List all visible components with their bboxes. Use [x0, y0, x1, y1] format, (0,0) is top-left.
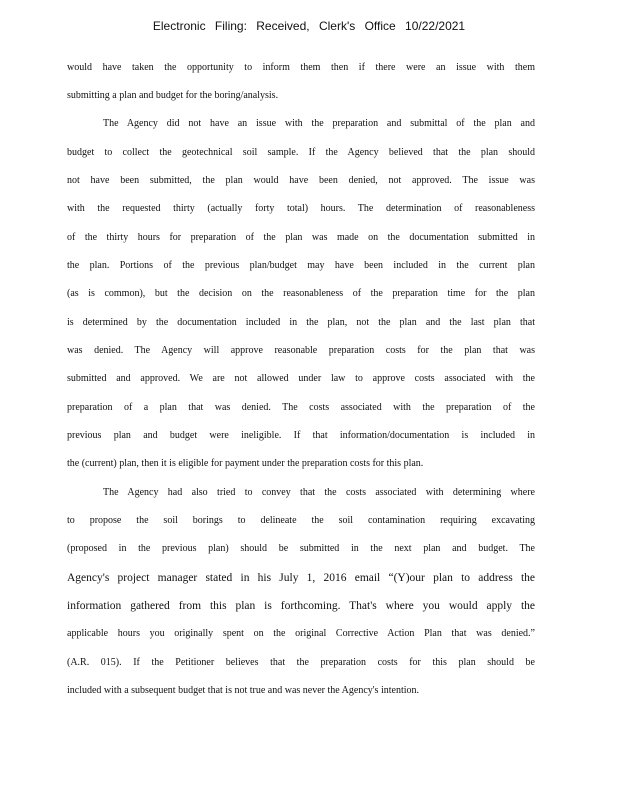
body-line: submitting a plan and budget for the boring/analysis.	[67, 90, 279, 101]
body-line: preparation of a plan that was denied. The costs associated with the preparation of the	[67, 402, 535, 413]
body-line: would have taken the opportunity to inform them then if there were an issue with them	[67, 62, 535, 73]
body-line: The Agency did not have an issue with the preparation and submittal of the plan and	[103, 118, 535, 129]
body-line: included with a subsequent budget that is not true and was never the Agency's intention.	[67, 685, 420, 696]
body-line: not have been submitted, the plan would have been denied, not approved. The issue was	[67, 175, 535, 186]
body-line: to propose the soil borings to delineate the soil contamination requiring excavating	[67, 515, 535, 526]
body-line: is determined by the documentation included in the plan, not the plan and the last plan that	[67, 317, 535, 328]
body-line: with the requested thirty (actually forty total) hours. The determination of reasonableness	[67, 203, 535, 214]
body-line: previous plan and budget were ineligible. If that information/documentation is included in	[67, 430, 535, 441]
body-line: applicable hours you originally spent on the original Corrective Action Plan that was denied.”	[67, 628, 535, 639]
body-line: The Agency had also tried to convey that the costs associated with determining where	[103, 487, 535, 498]
body-line: submitted and approved. We are not allowed under law to approve costs associated with the	[67, 373, 535, 384]
filing-header: Electronic Filing: Received, Clerk's Office 10/22/2021	[152, 19, 466, 33]
body-line: information gathered from this plan is forthcoming. That's where you would apply the	[67, 600, 535, 612]
body-line: Agency's project manager stated in his July 1, 2016 email “(Y)our plan to address the	[67, 572, 535, 584]
body-line: of the thirty hours for preparation of the plan was made on the documentation submitted in	[67, 232, 535, 243]
body-line: (A.R. 015). If the Petitioner believes that the preparation costs for this plan should be	[67, 657, 535, 668]
body-line: (as is common), but the decision on the reasonableness of the preparation time for the plan	[67, 288, 535, 299]
body-line: (proposed in the previous plan) should be submitted in the next plan and budget. The	[67, 543, 535, 554]
body-line: budget to collect the geotechnical soil sample. If the Agency believed that the plan should	[67, 147, 535, 158]
body-line: was denied. The Agency will approve reasonable preparation costs for the plan that was	[67, 345, 535, 356]
body-line: the plan. Portions of the previous plan/budget may have been included in the current plan	[67, 260, 535, 271]
body-line: the (current) plan, then it is eligible for payment under the preparation costs for this plan.	[67, 458, 424, 469]
